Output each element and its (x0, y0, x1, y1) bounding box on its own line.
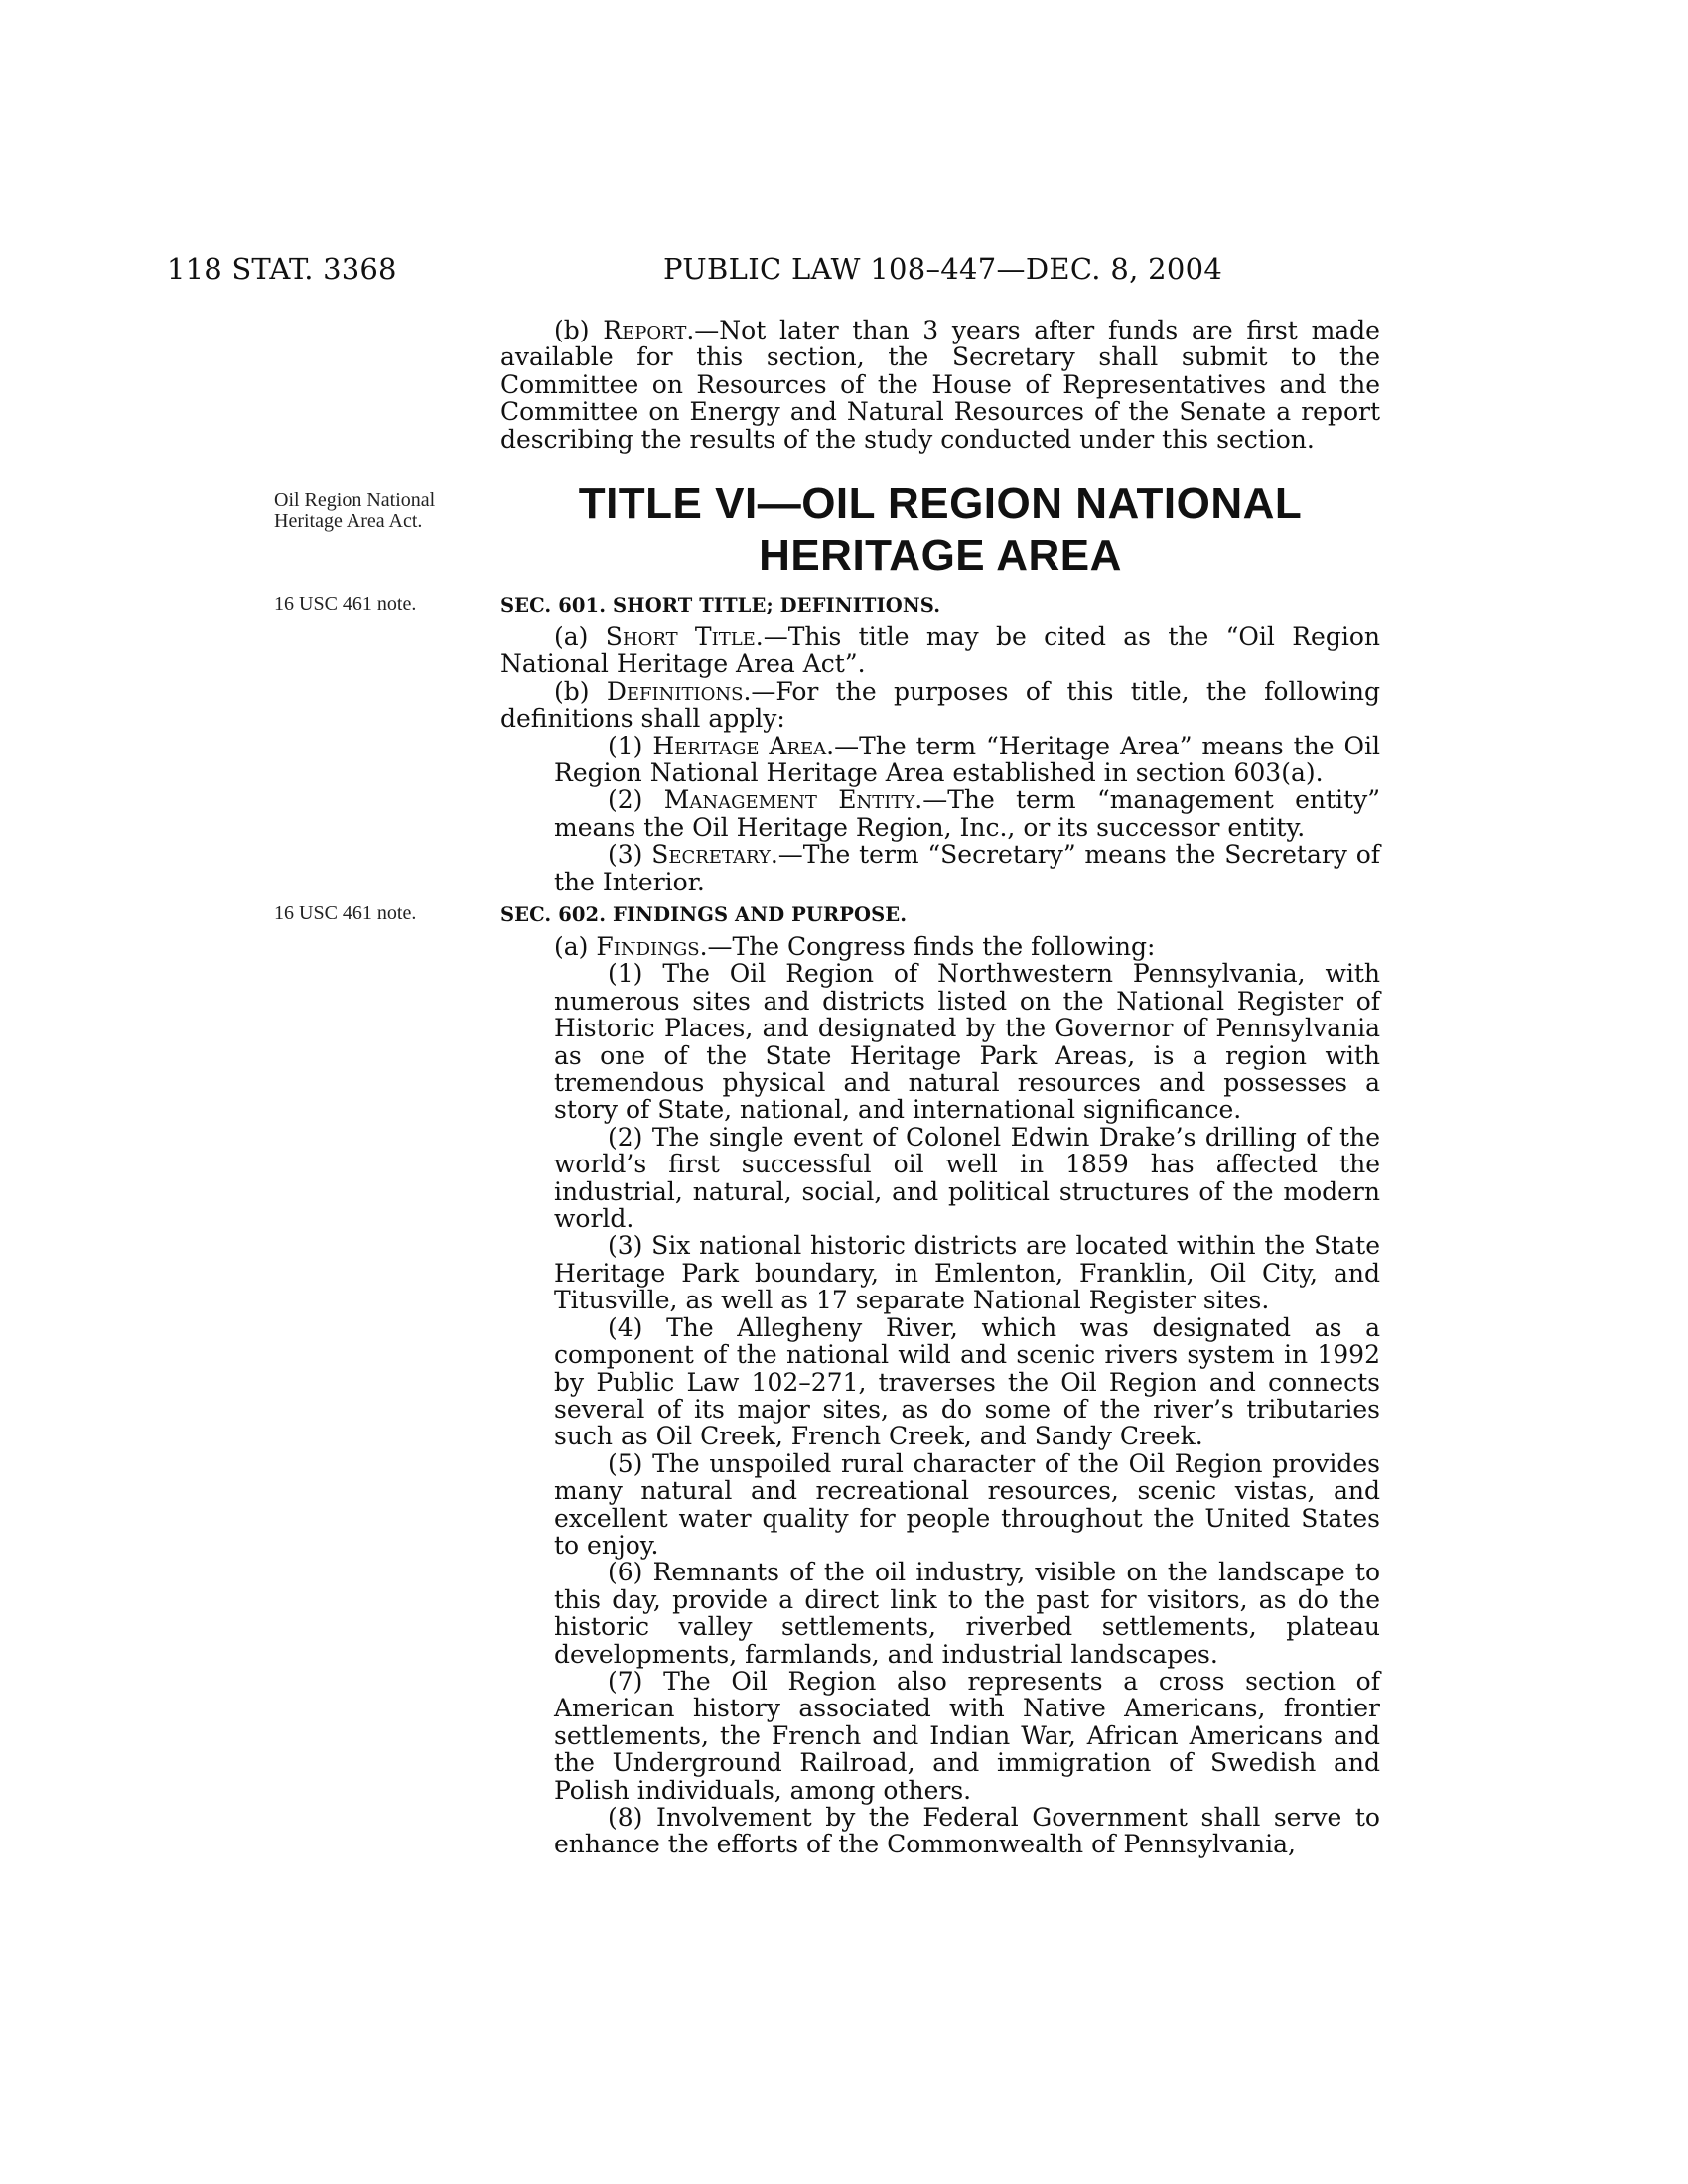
section-602-body (500, 933, 1380, 1858)
finding-3: (3) Six national historic districts are located within the State Heritage Park boundary, in Emlenton, Franklin, Oil City, and Titusville, as well as 17 separate National Register sites. (554, 1231, 1380, 1315)
short-title-paragraph: (a) Short Title.—This title may be cited as the “Oil Region National Heritage Area Act”. (500, 622, 1380, 679)
section-601-heading: SEC. 601. SHORT TITLE; DEFINITIONS. (500, 594, 941, 616)
definition-heritage-area: (1) Heritage Area.—The term “Heritage Area” means the Oil Region National Heritage Area established in section 603(a). (554, 731, 1381, 788)
title-line-1: TITLE VI—OIL REGION NATIONAL (578, 479, 1303, 528)
title-line-2: HERITAGE AREA (759, 531, 1122, 580)
report-paragraph: (b) Report.—Not later than 3 years after funds are first made available for this section, the Secretary shall submit to the Committee on Resources of the House of Representatives and the Committee on Energy and Natural Resources of the Senate a report describing the results of the study conducted under this section. (500, 316, 1380, 454)
report-label: Report (603, 316, 687, 344)
margin-note-usc-602: 16 USC 461 note. (274, 902, 417, 924)
finding-1: (1) The Oil Region of Northwestern Pennsylvania, with numerous sites and districts listed on the National Register of Historic Places, and designated by the Governor of Pennsylvania as one of the State Heritage Park Areas, is a region with tremendous physical and natural resources and possesses a story of State, national, and international significance. (554, 959, 1380, 1125)
finding-2: (2) The single event of Colonel Edwin Drake’s drilling of the world’s first successful oil well in 1859 has affected the industrial, natural, social, and political structures of the modern world. (554, 1122, 1380, 1234)
margin-note-usc-601: 16 USC 461 note. (274, 593, 417, 614)
stat-page-number: 118 STAT. 3368 (167, 252, 397, 286)
findings-intro: (a) Findings.—The Congress finds the following: (554, 932, 1156, 961)
finding-8: (8) Involvement by the Federal Government shall serve to enhance the efforts of the Commonwealth of Pennsylvania, (554, 1803, 1380, 1859)
running-header-law-date: PUBLIC LAW 108–447—DEC. 8, 2004 (663, 252, 1223, 286)
finding-7: (7) The Oil Region also represents a cross section of American history associated with Native Americans, frontier settlements, the French and Indian War, African Americans and the Underground Railroad, and immigration of Swedish and Polish individuals, among others. (554, 1666, 1380, 1805)
finding-6: (6) Remnants of the oil industry, visible on the landscape to this day, provide a direct link to the past for visitors, as do the historic valley settlements, riverbed settlements, plateau developments, farmlands, and industrial landscapes. (554, 1558, 1380, 1669)
report-paragraph-block (500, 317, 1380, 453)
margin-note-act-name: Oil Region National Heritage Area Act. (274, 489, 436, 532)
title-heading (500, 478, 1380, 582)
finding-4: (4) The Allegheny River, which was designated as a component of the national wild and scenic rivers system in 1992 by Public Law 102–271, traverses the Oil Region and connects several of its major sites, as do some of the river’s tributaries such as Oil Creek, French Creek, and Sandy Creek. (554, 1312, 1380, 1451)
definition-management-entity: (2) Management Entity.—The term “management entity” means the Oil Heritage Region, Inc., or its successor entity. (554, 785, 1381, 842)
definitions-paragraph: (b) Definitions.—For the purposes of this title, the following definitions shall apply: (500, 676, 1380, 734)
section-602-heading: SEC. 602. FINDINGS AND PURPOSE. (500, 903, 908, 926)
definition-secretary: (3) Secretary.—The term “Secretary” means the Secretary of the Interior. (554, 840, 1380, 896)
section-601-body (500, 623, 1380, 895)
finding-5: (5) The unspoiled rural character of the Oil Region provides many natural and recreational resources, scenic vistas, and excellent water quality for people throughout the United States to enjoy. (554, 1448, 1380, 1560)
